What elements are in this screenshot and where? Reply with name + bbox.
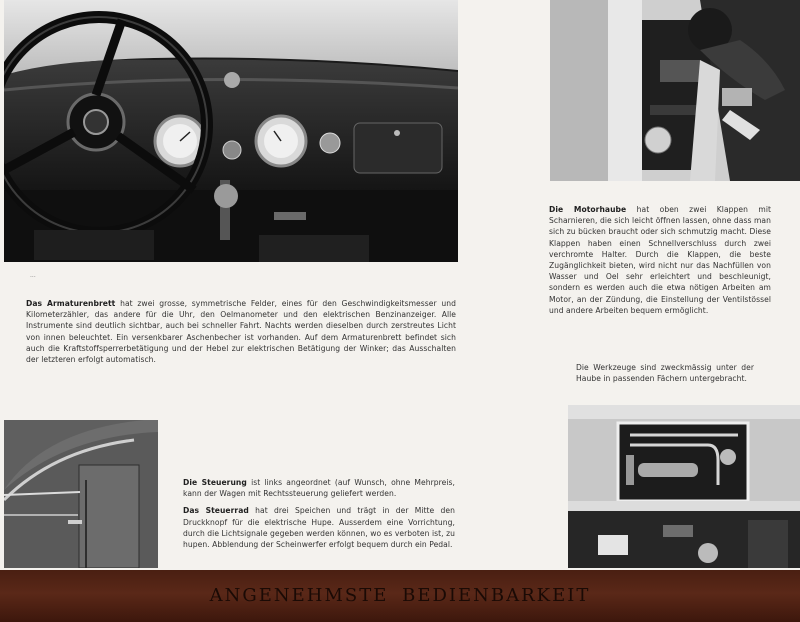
wheel-paragraph xyxy=(183,505,455,550)
tool-compartment-photo xyxy=(568,405,800,568)
dashboard-term: Das Armaturenbrett xyxy=(26,299,116,308)
steering-text: ist links angeordnet (auf Wunsch, ohne Mehrpreis, kann der Wagen mit Rechtssteuerung geliefert werden. xyxy=(183,478,455,499)
tools-caption xyxy=(576,362,754,384)
dashboard-text: hat zwei grosse, symmetrische Felder, eines für den Geschwindigkeitsmesser und Kilometerzähler, das andere für die Uhr, den Oelmanometer und den elektrischen Benzinanzeiger. Alle Instrumente sind deutlich sichtbar, auch bei schneller Fahrt. Nachts werden dieselben durch zerstreutes Licht von innen beleuchtet. Ein versenkbarer Aschenbecher ist vorhanden. Auf dem Armaturenbrett befindet sich auch die Kraftstoffsperrerbetätigung und der Hebel zur elektrischen Betätigung der Winker; das Ausschalten der letzteren erfolgt automatisch. xyxy=(26,299,456,365)
fender-door-photo xyxy=(4,420,158,568)
wheel-term: Das Steuerrad xyxy=(183,506,249,516)
engine-text: hat oben zwei Klappen mit Scharnieren, die sich leicht öffnen lassen, ohne dass man sich zu bücken braucht oder sich schmutzig macht. Diese Klappen haben einen Schnellverschluss durch zwei verchromte Halter. Durch die Klappen, die beste Zugänglichkeit bieten, wird nicht nur das Nachfüllen von Wasser und Oel sehr erleichtert und beschleunigt, sondern es werden auch die etwa nötigen Arbeiten am Motor, an der Zündung, die Einstellung der Ventilstössel und andere Arbeiten bequem ermöglicht. xyxy=(549,205,772,315)
steering-term: Die Steuerung xyxy=(183,478,247,487)
steering-paragraph xyxy=(183,477,455,499)
dashboard-caption xyxy=(26,298,456,365)
engine-bay-photo xyxy=(550,0,800,181)
footer-title: ANGENEHMSTE BEDIENBARKEIT xyxy=(209,585,591,606)
wheel-text: hat drei Speichen und trägt in der Mitte den Druckknopf für die elektrische Hupe. Ausserdem eine Vorrichtung, durch die Lichtsignale gegeben werden können, wo es verboten ist, zu hupen. Abblendung der Scheinwerfer erfolgt bequem durch ein Pedal. xyxy=(183,506,455,550)
engine-term: Die Motorhaube xyxy=(549,205,627,214)
dashboard-photo xyxy=(4,0,458,262)
tools-text: Die Werkzeuge sind zweckmässig unter der Haube in passenden Fächern untergebracht. xyxy=(576,363,754,384)
steering-caption xyxy=(183,477,455,556)
small-mark: ... xyxy=(30,272,36,279)
engine-caption xyxy=(549,204,771,316)
